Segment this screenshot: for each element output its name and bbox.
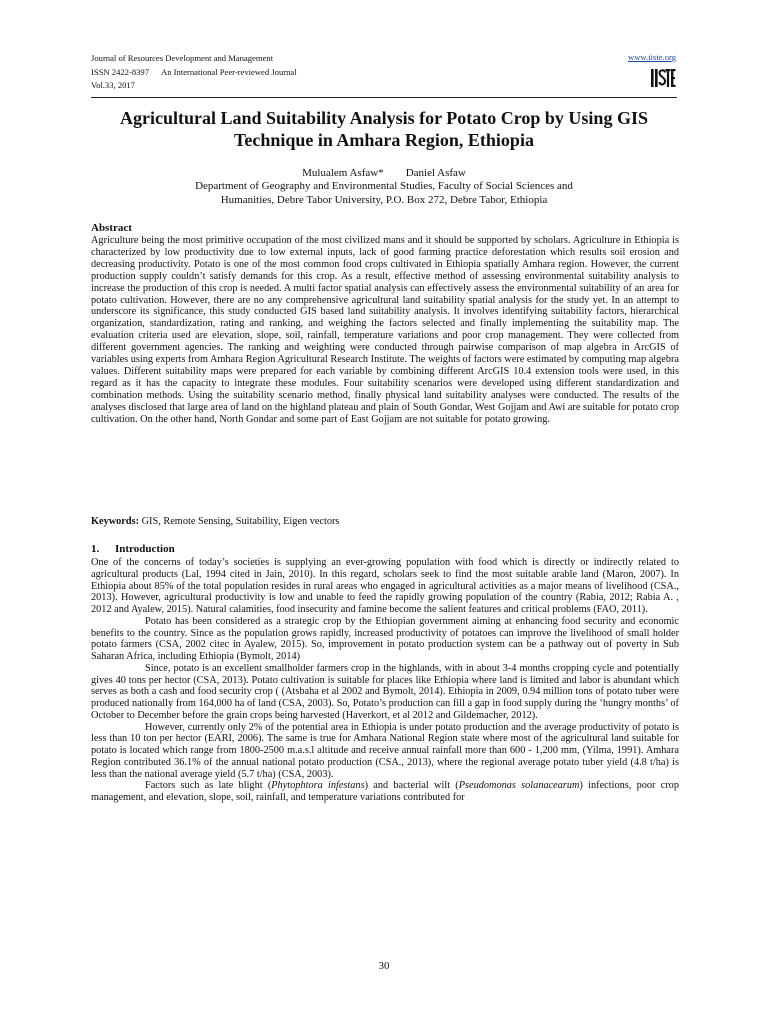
- species-name: Pseudomonas solanacearum: [458, 780, 580, 792]
- peer-review-note: An International Peer-reviewed Journal: [161, 66, 297, 77]
- journal-website-link[interactable]: www.iiste.org: [628, 52, 676, 62]
- page-number: 30: [378, 960, 390, 972]
- paragraph: Factors such as late blight (Phytophtora infestans) and bacterial wilt (Pseudomonas solanacearum) infections, poor crop management, and elevation, slope, soil, rainfall, and temperature variations contributed for: [91, 780, 679, 803]
- keywords: [91, 516, 679, 527]
- affiliation: [91, 180, 677, 207]
- paragraph: Since, potato is an excellent smallholder farmers crop in the highlands, with in about 3-4 months cropping cycle and potentially gives 40 tons per hector (CSA, 2013). Potato cultivation is suitable for places like Ethiopia where land is limited and labor is abundant which serves as both a cash and food security crop ( (Atsbaha et al 2002 and Bymolt, 2014). Ethiopia in 2009, 0.94 million tons of potato tuber were produced nationally from 164,000 ha of land (CSA, 2003). So, Potato’s production can fill a gap in food supply during the ‘hungry months’ of October to December before the grain crops being harvested (Haverkort, et al 2012 and Gildemacher, 2012).: [91, 662, 679, 721]
- keywords-label: Keywords:: [91, 516, 140, 527]
- header-rule: [91, 97, 677, 98]
- affiliation-line-1: Department of Geography and Environmental Studies, Faculty of Social Sciences and: [195, 180, 573, 192]
- species-name: Phytophtora infestans: [271, 780, 365, 792]
- author-line: [91, 166, 677, 180]
- abstract-heading: Abstract: [91, 222, 132, 234]
- section-number: 1.: [91, 543, 100, 555]
- section-title: Introduction: [115, 543, 175, 555]
- journal-name: Journal of Resources Development and Management: [91, 53, 274, 63]
- author-2: Daniel Asfaw: [405, 167, 466, 179]
- author-1: Mulualem Asfaw*: [302, 167, 384, 179]
- paragraph: Potato has been considered as a strategic crop by the Ethiopian government aiming at enhancing food security and economic benefits to the country. Since as the population grows rapidly, increased productivity of potatoes can improve the livelihood of small holder potato farmers (CSA, 2002 citec in Ayalew, 2015). So, improvement in potato production system can be a pathway out of poverty in Sub Saharan Africa, including Ethiopia (Bymolt, 2014): [91, 615, 679, 662]
- introduction-body: [91, 557, 679, 804]
- paper-title: Agricultural Land Suitability Analysis for Potato Crop by Using GIS Technique in Amhara Region, Ethiopia: [120, 108, 648, 150]
- paragraph: One of the concerns of today’s societies is supplying an ever-growing population with food which is directly or indirectly related to agricultural products (Lal, 1994 cited in Jain, 2010). In this regard, scholars seek to find the most suitable arable land (Maron, 2007). In Ethiopia about 85% of the total population resides in rural areas who engaged in agricultural activities as a major means of livelihood (CSA., 2013). However, agricultural productivity is low and unable to feed the rapidly growing population of the country (Rabia, 2012; Rabia A. , 2012 and Ayalew, 2015). Natural calamities, food insecurity and famine become the salient features and critical problems (FAO, 2011).: [91, 557, 679, 615]
- iiste-logo: [649, 66, 676, 90]
- paragraph: However, currently only 2% of the potential area in Ethiopia is under potato production and the average productivity of potato is less than 10 ton per hector (EARI, 2006). The same is true for Amhara National Region state where most of the agricultural land suitable for potato is located which range from 1800-2500 m.a.s.l altitude and receive annual rainfall more than 600 - 1,200 mm, (Yilma, 1991). Amhara Region contributed 36.1% of the annual national potato production (CSA., 2013), where the regional average potato tuber yield (4.8 t/ha) is less than the national average yield (5.7 t/ha) (CSA, 2003).: [91, 721, 679, 780]
- affiliation-line-2: Humanities, Debre Tabor University, P.O. Box 272, Debre Tabor, Ethiopia: [220, 193, 548, 206]
- journal-header: [91, 52, 681, 93]
- volume: Vol.33, 2017: [91, 80, 136, 90]
- keywords-list: GIS, Remote Sensing, Suitability, Eigen vectors: [141, 516, 340, 527]
- issn: ISSN 2422-8397: [91, 66, 150, 77]
- section-heading: [91, 543, 175, 555]
- abstract-text: Agriculture being the most primitive occupation of the most civilized mans and it should be supported by scholars. Agriculture in Ethiopia is characterized by low productivity due to low external inputs, lack of good farming practice deforestation which results soil erosion and decreasing productivity. Potato is one of the most common food crops cultivated in Ethiopia spatially Amhara region. However, the current production supply couldn’t satisfy demands for this crop. As a result, effective method of assessing environmental suitability analysis to increase the production of this crop is needed. A multi factor spatial analysis can effectively assess the environmental suitability of an area for potato cultivation. However, there are no any comprehensive agricultural land suitability spatial analysis for the study yet. In an attempt to underscore its significance, this study conducted GIS based land suitability analysis. It involves identifying suitability factors, hierarchical organization, standardization, rating and ranking, and weighing the factors selected and finally implementing the suitability map. The evaluation criteria used are elevation, slope, soil, rainfall, temperature variations and poor crop management. They were collected from different government agencies. The ranking and weighting were conducted through pairwise comparison of map algebra in ArcGIS of variables using experts from Amhara Region Agricultural Research Institute. The weights of factors were estimated by computing map algebra values. Different suitability maps were prepared for each variable by combining different ArcGIS 10.4 extension tools were used, in this regard as it has the capacity to integrate these modules. Four suitability scenarios were developed using different standardization and combination methods. Using the suitability scenario method, finally physical land suitability analyses were conducted. The results of the analyses disclosed that large area of land on the highland plateau and plain of South Gondar, West Gojjam and Awi are suitable for potato crop cultivation. On the other hand, North Gondar and some part of East Gojjam are not suitable for potato growing.: [91, 235, 679, 425]
